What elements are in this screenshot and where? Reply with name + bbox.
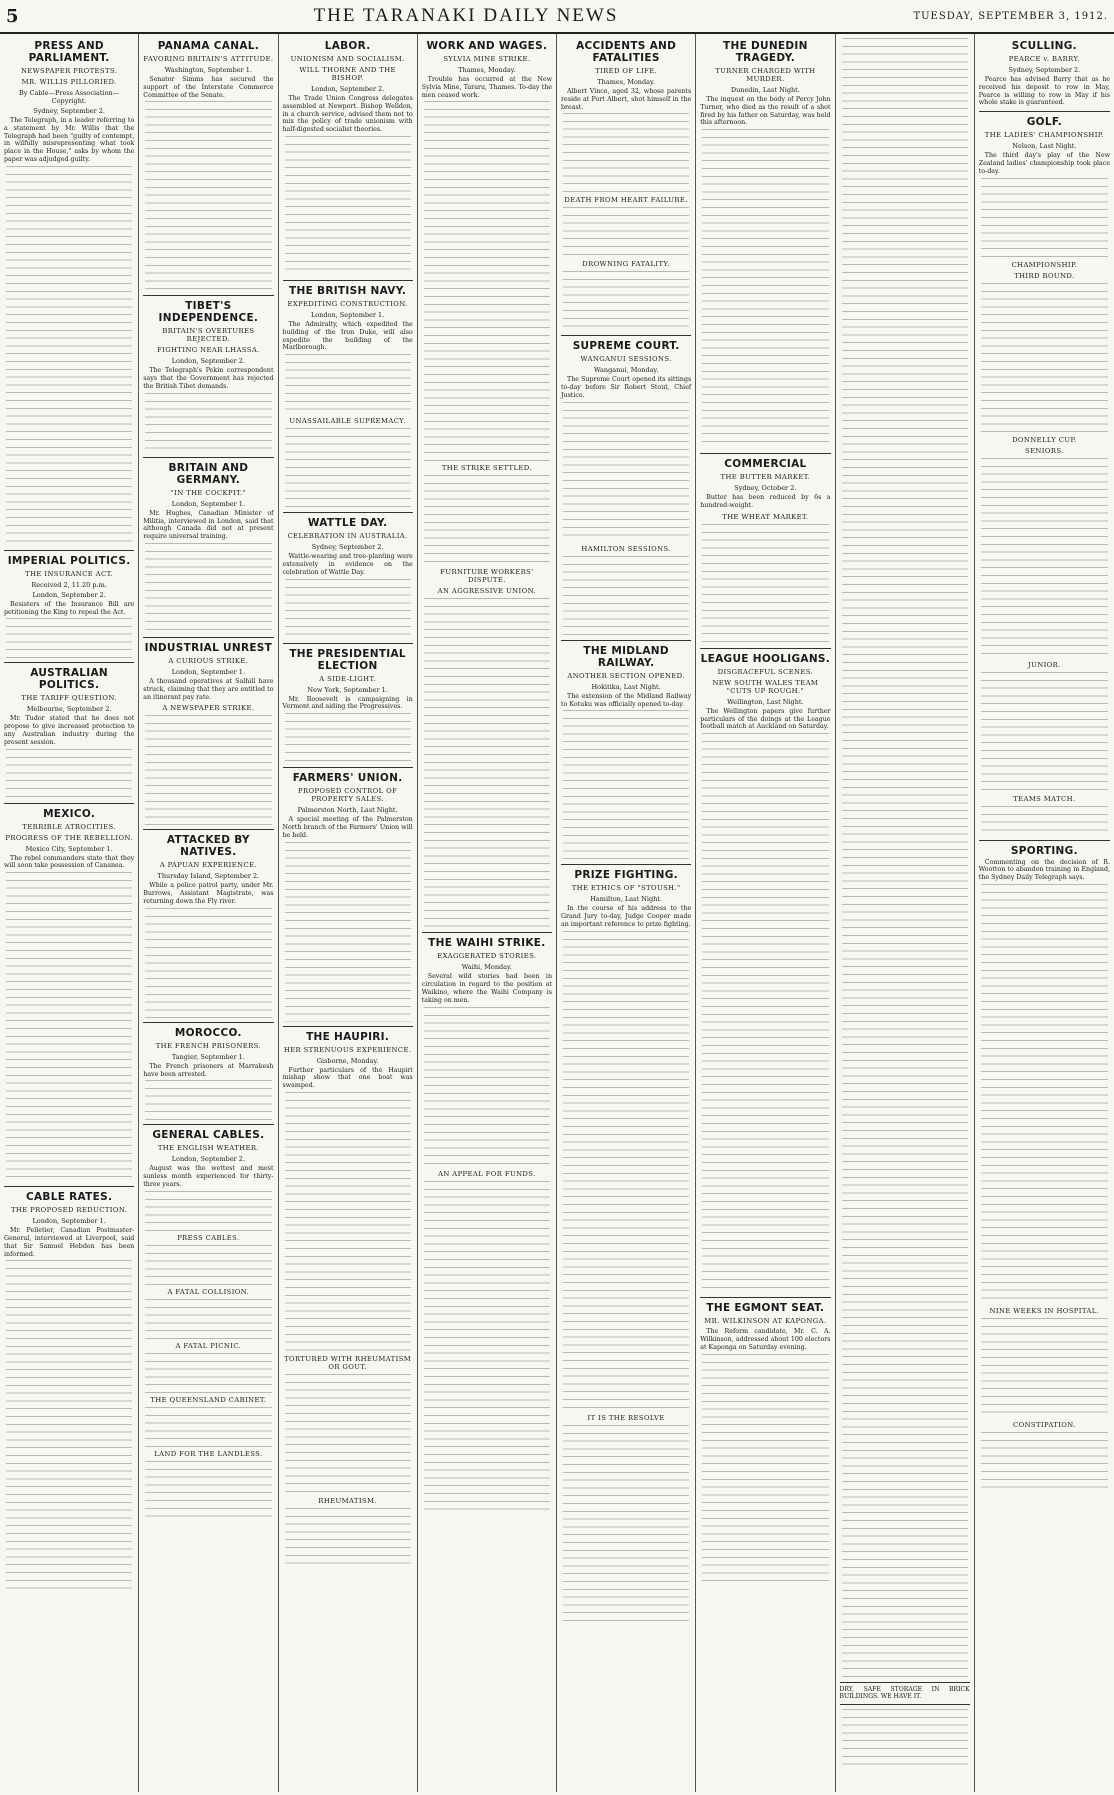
headline: PRESS AND PARLIAMENT.: [28, 40, 110, 64]
subheading: THE STRIKE SETTLED.: [441, 464, 532, 473]
body-text: Mr. Hughes, Canadian Minister of Militia, interviewed in London, said that although Canada did not at present require universal training.: [143, 509, 274, 541]
article: [700, 458, 830, 644]
body-text-lines: [563, 931, 689, 1411]
body-text-lines: [563, 113, 689, 193]
subheading: THE PROPOSED REDUCTION.: [10, 1206, 128, 1215]
dateline: Nelson, Last Night.: [1012, 142, 1077, 151]
body-text-lines: [145, 543, 271, 633]
subheading: JUNIOR.: [1028, 660, 1061, 669]
subheading: THE TARIFF QUESTION.: [21, 694, 117, 703]
body-text-lines: [563, 1425, 689, 1625]
dateline: Thursday Island, September 2.: [157, 872, 260, 881]
divider: [4, 1186, 134, 1187]
body-text-lines: [981, 672, 1108, 792]
headline: THE BRITISH NAVY.: [289, 284, 407, 297]
dateline: Hamilton, Last Night.: [590, 895, 662, 904]
body-text-lines: [285, 428, 411, 508]
body-text-lines: [702, 129, 828, 449]
dateline: London, September 1.: [171, 667, 246, 676]
body-text-lines: [145, 393, 271, 453]
subheading: UNASSAILABLE SUPREMACY.: [289, 417, 406, 426]
subheading: THIRD ROUND.: [1014, 271, 1075, 280]
dateline: Hokitika, Last Night.: [591, 682, 661, 691]
article: [561, 340, 691, 635]
headline: FARMERS' UNION.: [292, 772, 403, 785]
headline: MOROCCO.: [174, 1026, 242, 1039]
dateline: Washington, September 1.: [164, 66, 252, 74]
body-text: A thousand operatives at Salhill have struck, claiming that they are entitled to an itinerant pay rate.: [143, 677, 274, 701]
body-text: Senator Simms has secured the support of the Interstate Commerce Committee of the Senate.: [143, 76, 274, 99]
dateline: By Cable—Press Association—Copyright.: [19, 89, 120, 105]
dateline: London, September 1.: [310, 310, 385, 319]
divider: [283, 280, 413, 281]
subheading: DROWNING FATALITY.: [582, 260, 670, 269]
headline: ACCIDENTS AND FATALITIES: [576, 40, 677, 64]
article: [422, 937, 552, 1510]
article: [283, 517, 413, 638]
newspaper-title: THE TARANAKI DAILY NEWS: [313, 5, 619, 26]
body-text-lines: [145, 1461, 271, 1521]
headline: SCULLING.: [1011, 40, 1077, 52]
subheading: RHEUMATISM.: [318, 1496, 377, 1505]
divider: [561, 335, 691, 336]
subheading: A FATAL PICNIC.: [175, 1341, 242, 1350]
body-text-lines: [285, 136, 411, 276]
article: [561, 645, 691, 861]
body-text-lines: [563, 710, 689, 860]
divider: [283, 767, 413, 768]
article: [143, 300, 273, 452]
subheading: UNIONISM AND SOCIALISM.: [290, 55, 405, 63]
body-text: The inquest on the body of Percy John Turner, who died as the result of a shot fired by his father on Saturday, was held this afternoon.: [700, 96, 831, 127]
article: [4, 808, 134, 1183]
body-text-lines: [285, 842, 411, 1022]
subheading: CHAMPIONSHIP.: [1011, 260, 1078, 269]
headline: IMPERIAL POLITICS.: [7, 554, 131, 567]
dateline: Dunedin, Last Night.: [730, 86, 800, 94]
divider: [979, 111, 1110, 112]
subheading: PRESS CABLES.: [177, 1233, 240, 1242]
divider: [143, 1022, 273, 1023]
body-text: In the course of his address to the Grand Jury to-day, Judge Cooper made an important reference to prize fighting.: [561, 905, 692, 928]
body-text: While a police patrol party, under Mr. Burrows, Assistant Magistrate, was returning down the Fly river.: [143, 882, 274, 905]
divider: [4, 803, 134, 804]
column-4: [418, 34, 557, 1792]
body-text-lines: [285, 354, 411, 414]
subheading: NINE WEEKS IN HOSPITAL.: [989, 1306, 1100, 1315]
body-text: The third day's play of the New Zealand ladies' championship took place to-day.: [978, 152, 1110, 175]
subheading: WILL THORNE AND THE BISHOP.: [299, 66, 396, 82]
divider: [143, 637, 273, 638]
body-text-lines: [981, 1318, 1108, 1418]
subheading: TIRED OF LIFE.: [595, 67, 658, 75]
article: [4, 1191, 134, 1590]
body-text: Pearce has advised Barry that as he received his deposit to row in May, Pearce is willing to row in May if his whole stake is guaranteed.: [978, 76, 1110, 107]
dateline: Sydney, September 2.: [311, 543, 384, 552]
body-text-lines: [145, 1407, 271, 1447]
dateline: London, September 2.: [32, 590, 106, 599]
divider: [283, 1026, 413, 1027]
subheading: EXAGGERATED STORIES.: [437, 952, 537, 961]
dateline: Wanganui, Monday.: [593, 366, 659, 375]
body-text-lines: [981, 884, 1108, 1304]
body-text-lines: [842, 1709, 968, 1769]
subheading: DISGRACEFUL SCENES.: [717, 667, 814, 676]
body-text-lines: [145, 1080, 271, 1120]
body-text: Albert Vince, aged 32, whose parents reside at Port Albert, shot himself in the breast.: [561, 88, 692, 111]
body-text-lines: [145, 1245, 271, 1285]
dateline: London, September 1.: [171, 499, 246, 508]
headline: TIBET'S INDEPENDENCE.: [158, 300, 259, 325]
subheading: THE BUTTER MARKET.: [720, 473, 811, 482]
body-text: Trouble has occurred at the New Sylvia Mine, Tararu, Thames. To-day the men ceased work.: [421, 76, 552, 99]
divider: [4, 550, 134, 551]
article: [979, 40, 1110, 107]
subheading: NEW SOUTH WALES TEAM "CUTS UP ROUGH.": [712, 678, 819, 695]
masthead: [0, 0, 1114, 34]
body-text: Mr. Tudor stated that he does not propose to give increased protection to any Australian industry during the present session.: [4, 715, 135, 746]
body-text: The French prisoners at Marrakesh have been arrested.: [143, 1062, 274, 1078]
dateline: Tangier, September 1.: [171, 1052, 245, 1061]
headline: COMMERCIAL: [724, 458, 807, 471]
article: [422, 40, 552, 928]
body-text-lines: [424, 1181, 550, 1511]
body-text-lines: [702, 1354, 828, 1584]
subheading: PROGRESS OF THE REBELLION.: [5, 833, 133, 842]
dateline: Mexico City, September 1.: [25, 844, 113, 853]
body-text-lines: [424, 1007, 550, 1167]
headline: THE WAIHI STRIKE.: [428, 937, 546, 950]
divider: [143, 457, 273, 458]
subheading: MR. WILLIS PILLORIED.: [21, 78, 117, 86]
body-text-lines: [424, 598, 550, 928]
divider: [143, 1124, 273, 1125]
body-text-lines: [981, 178, 1108, 258]
article: [561, 869, 691, 1624]
article: [4, 40, 134, 546]
body-text: Resisters of the Insurance Bill are petitioning the King to repeal the Act.: [4, 600, 135, 616]
subheading: TURNER CHARGED WITH MURDER.: [715, 67, 816, 83]
body-text-lines: [563, 207, 689, 257]
headline: PRIZE FIGHTING.: [574, 869, 678, 882]
article: [283, 40, 413, 276]
subheading: FIGHTING NEAR LHASSA.: [157, 346, 260, 355]
subheading: A NEWSPAPER STRIKE.: [162, 704, 255, 713]
body-text-lines: [981, 283, 1108, 433]
subheading: HAMILTON SESSIONS.: [581, 544, 671, 553]
subheading: IT IS THE RESOLVE: [587, 1413, 665, 1422]
body-text: The Trade Union Congress delegates assembled at Newport. Bishop Welldon, in a church service, advised them not to mix the policy of trade unionism with half-digested socialist theories.: [282, 95, 413, 134]
subheading: A CURIOUS STRIKE.: [168, 656, 249, 665]
subheading: "IN THE COCKPIT.": [170, 488, 247, 497]
subheading: CONSTIPATION.: [1013, 1420, 1076, 1429]
subheading: THE QUEENSLAND CABINET.: [150, 1395, 267, 1404]
divider: [700, 648, 830, 649]
body-text-lines: [981, 806, 1108, 836]
body-text-lines: [563, 271, 689, 331]
article: [979, 116, 1110, 835]
body-text-lines: [702, 733, 828, 1293]
body-text: August was the wettest and most sunless month experienced for thirty-three years.: [143, 1165, 274, 1188]
dateline: Sydney, September 2.: [33, 107, 105, 115]
body-text-lines: [6, 749, 132, 799]
headline: GOLF.: [1026, 116, 1063, 129]
headline: THE HAUPIRI.: [306, 1030, 390, 1043]
subheading: TERRIBLE ATROCITIES.: [22, 822, 116, 831]
article: [561, 40, 691, 331]
article: [143, 40, 273, 291]
columns: [0, 34, 1114, 1792]
dateline: Wellington, Last Night.: [727, 697, 804, 706]
issue-date: TUESDAY, SEPTEMBER 3, 1912.: [913, 10, 1108, 22]
subheading: TEAMS MATCH.: [1013, 794, 1076, 803]
divider: [143, 829, 273, 830]
article: [143, 462, 273, 633]
article: [4, 555, 134, 659]
body-text-lines: [285, 1508, 411, 1568]
advertisement: DRY, SAFE STORAGE IN BRICK BUILDINGS. WE HAVE IT.: [840, 1682, 970, 1705]
headline: THE DUNEDIN TRAGEDY.: [723, 40, 808, 64]
dateline: London, September 2.: [310, 85, 385, 93]
subheading: BRITAIN'S OVERTURES REJECTED.: [162, 327, 255, 344]
article: [143, 642, 273, 825]
article: [143, 834, 273, 1017]
subheading: THE WHEAT MARKET.: [722, 512, 809, 521]
body-text-lines: [6, 872, 132, 1182]
body-text-lines: [424, 101, 550, 461]
body-text: Mr. Pelletier, Canadian Postmaster-General, interviewed at Liverpool, said that Sir Samuel Hebden has been informed.: [4, 1227, 135, 1258]
divider: [283, 643, 413, 644]
divider: [283, 512, 413, 513]
headline: INDUSTRIAL UNREST: [144, 641, 273, 654]
headline: CABLE RATES.: [26, 1191, 113, 1204]
headline: WATTLE DAY.: [307, 517, 388, 530]
article: [4, 667, 134, 798]
subheading: A SIDE-LIGHT.: [319, 674, 376, 683]
subheading: THE ENGLISH WEATHER.: [157, 1144, 259, 1153]
article: [143, 1129, 273, 1520]
subheading: ANOTHER SECTION OPENED.: [567, 671, 685, 680]
article: [283, 648, 413, 764]
subheading: NEWSPAPER PROTESTS.: [20, 67, 118, 75]
body-text: A special meeting of the Palmerston North branch of the Farmers' Union will be held.: [282, 816, 413, 839]
headline: WORK AND WAGES.: [426, 40, 548, 52]
body-text-lines: [702, 524, 828, 644]
headline: BRITAIN AND GERMANY.: [168, 461, 249, 486]
article: [700, 40, 830, 449]
subheading: CELEBRATION IN AUSTRALIA.: [287, 532, 408, 541]
column-1: [0, 34, 139, 1792]
article: [979, 845, 1110, 1492]
column-5: [557, 34, 696, 1792]
subheading: HER STRENUOUS EXPERIENCE.: [283, 1045, 412, 1054]
body-text-lines: [145, 101, 271, 291]
dateline: London, September 1.: [32, 1217, 106, 1226]
body-text-lines: [6, 618, 132, 658]
divider: [700, 1297, 830, 1298]
body-text-lines: [145, 1191, 271, 1231]
divider: [561, 640, 691, 641]
body-text-lines: [285, 1374, 411, 1494]
column-6: [696, 34, 835, 1792]
headline: THE EGMONT SEAT.: [706, 1302, 825, 1315]
subheading: AN APPEAL FOR FUNDS.: [438, 1169, 536, 1178]
dateline: Thames, Monday.: [458, 66, 516, 74]
body-text-lines: [563, 556, 689, 636]
dateline: Waihi, Monday.: [461, 963, 512, 972]
article: [283, 1031, 413, 1568]
article: [283, 285, 413, 508]
divider: [4, 662, 134, 663]
subheading: FAVORING BRITAIN'S ATTITUDE.: [143, 55, 274, 63]
article: [143, 1027, 273, 1121]
body-text-lines: [145, 908, 271, 1018]
subheading: SYLVIA MINE STRIKE.: [443, 55, 531, 63]
subheading: TORTURED WITH RHEUMATISM OR GOUT.: [284, 1354, 412, 1371]
subheading: THE INSURANCE ACT.: [25, 569, 114, 578]
subheading: A PAPUAN EXPERIENCE.: [159, 861, 258, 870]
headline: MEXICO.: [43, 807, 96, 820]
article: [700, 1302, 830, 1583]
subheading: PEARCE v. BARRY.: [1008, 55, 1081, 63]
subheading: A FATAL COLLISION.: [167, 1287, 250, 1296]
headline: SUPREME COURT.: [572, 340, 680, 353]
body-text-lines: [285, 1092, 411, 1352]
column-3: [279, 34, 418, 1792]
body-text: The rebel commanders state that they will soon take possession of Cananea.: [4, 854, 135, 870]
headline: AUSTRALIAN POLITICS.: [30, 667, 109, 692]
body-text-lines: [6, 166, 132, 546]
subheading: SENIORS.: [1025, 446, 1064, 455]
article: [700, 653, 830, 1293]
subheading: DONNELLY CUP.: [1012, 435, 1077, 444]
dateline: Sydney, September 2.: [1008, 66, 1081, 74]
body-text: The Telegraph, in a leader referring to a statement by Mr. Willis that the Telegraph had been "guilty of contempt, in wilfully misrepresenting what took place in the House," asks by whom the paper was adjudged guilty.: [4, 117, 135, 163]
headline: LEAGUE HOOLIGANS.: [700, 652, 831, 665]
headline: ATTACKED BY NATIVES.: [166, 834, 250, 859]
headline: THE MIDLAND RAILWAY.: [583, 644, 669, 669]
column-2: [139, 34, 278, 1792]
body-text-lines: [424, 475, 550, 565]
body-text-lines: [981, 1432, 1108, 1492]
dateline: Palmerston North, Last Night.: [297, 806, 398, 815]
body-text: Mr. Roosevelt is campaigning in Vermont and aiding the Progressives.: [282, 695, 413, 711]
subheading: WANGANUI SESSIONS.: [580, 355, 672, 364]
dateline: Sydney, October 2.: [734, 484, 797, 493]
headline: LABOR.: [324, 40, 371, 52]
body-text: The Supreme Court opened its sittings to-day before Sir Robert Stout, Chief Justice.: [561, 376, 692, 399]
body-text: Butter has been reduced by 6s a hundred-weight.: [700, 494, 831, 509]
body-text-lines: [145, 715, 271, 825]
body-text: Several wild stories had been in circulation in regard to the position at Waikino, where the Waihi Company is taking on men.: [421, 973, 552, 1004]
body-text: Further particulars of the Haupiri mishap show that one boat was swamped.: [282, 1066, 413, 1090]
subheading: THE ETHICS OF "STOUSH.": [571, 884, 681, 893]
subheading: MR. WILKINSON AT KAPONGA.: [704, 1317, 827, 1326]
subheading: PROPOSED CONTROL OF PROPERTY SALES.: [298, 787, 398, 804]
subheading: THE LADIES' CHAMPIONSHIP.: [984, 131, 1104, 140]
divider: [700, 453, 830, 454]
dateline: Thames, Monday.: [597, 78, 655, 86]
dateline: Melbourne, September 2.: [26, 705, 112, 714]
body-text: The extension of the Midland Railway to Kotuku was officially opened to-day.: [561, 692, 692, 708]
body-text: The Reform candidate, Mr. C. A. Wilkinson, addressed about 100 electors at Kaponga on Saturday evening.: [700, 1328, 831, 1351]
subheading: FURNITURE WORKERS' DISPUTE.: [440, 568, 534, 585]
body-text: The Admiralty, which expedited the building of the Iron Duke, will also expedite the building of the Marlborough.: [282, 320, 413, 352]
subheading: EXPEDITING CONSTRUCTION.: [287, 299, 408, 308]
subheading: DEATH FROM HEART FAILURE.: [564, 196, 688, 205]
divider: [561, 864, 691, 865]
body-text-lines: [145, 1353, 271, 1393]
body-text-lines: [285, 713, 411, 763]
body-text-lines: [285, 579, 411, 639]
headline: SPORTING.: [1010, 844, 1078, 857]
subheading: AN AGGRESSIVE UNION.: [437, 587, 537, 596]
page-number: 5: [6, 5, 19, 27]
subheading: LAND FOR THE LANDLESS.: [154, 1449, 263, 1458]
dateline: London, September 2.: [171, 357, 246, 366]
headline: THE PRESIDENTIAL ELECTION: [289, 647, 406, 672]
divider: [422, 932, 552, 933]
article: [283, 772, 413, 1021]
divider: [143, 295, 273, 296]
body-text-lines: [563, 402, 689, 542]
divider: [979, 840, 1110, 841]
subheading: THE FRENCH PRISONERS.: [155, 1041, 261, 1050]
dateline: New York, September 1.: [307, 685, 388, 694]
dateline: London, September 2.: [171, 1155, 246, 1164]
column-7: [836, 34, 975, 1792]
headline: GENERAL CABLES.: [152, 1129, 265, 1142]
body-text-lines: [981, 458, 1108, 658]
body-text: Wattle-wearing and tree-planting were extensively in evidence on the celebration of Wattle Day.: [282, 553, 413, 576]
dateline: Gisborne, Monday.: [316, 1056, 379, 1065]
body-text: The Telegraph's Pekin correspondent says that the Government has rejected the British Tibet demands.: [143, 367, 274, 390]
body-text: The Wellington papers give further particulars of the doings at the League football match at Auckland on Saturday.: [700, 707, 831, 731]
body-text-lines: [145, 1299, 271, 1339]
headline: PANAMA CANAL.: [157, 40, 260, 52]
column-8: [975, 34, 1114, 1792]
body-text-lines: [842, 38, 968, 1678]
body-text-lines: [6, 1260, 132, 1590]
dateline: Received 2, 11.20 p.m.: [31, 580, 107, 589]
body-text: Commenting on the decision of R. Wootton to abandon training in England, the Sydney Daily Telegraph says.: [978, 858, 1110, 882]
